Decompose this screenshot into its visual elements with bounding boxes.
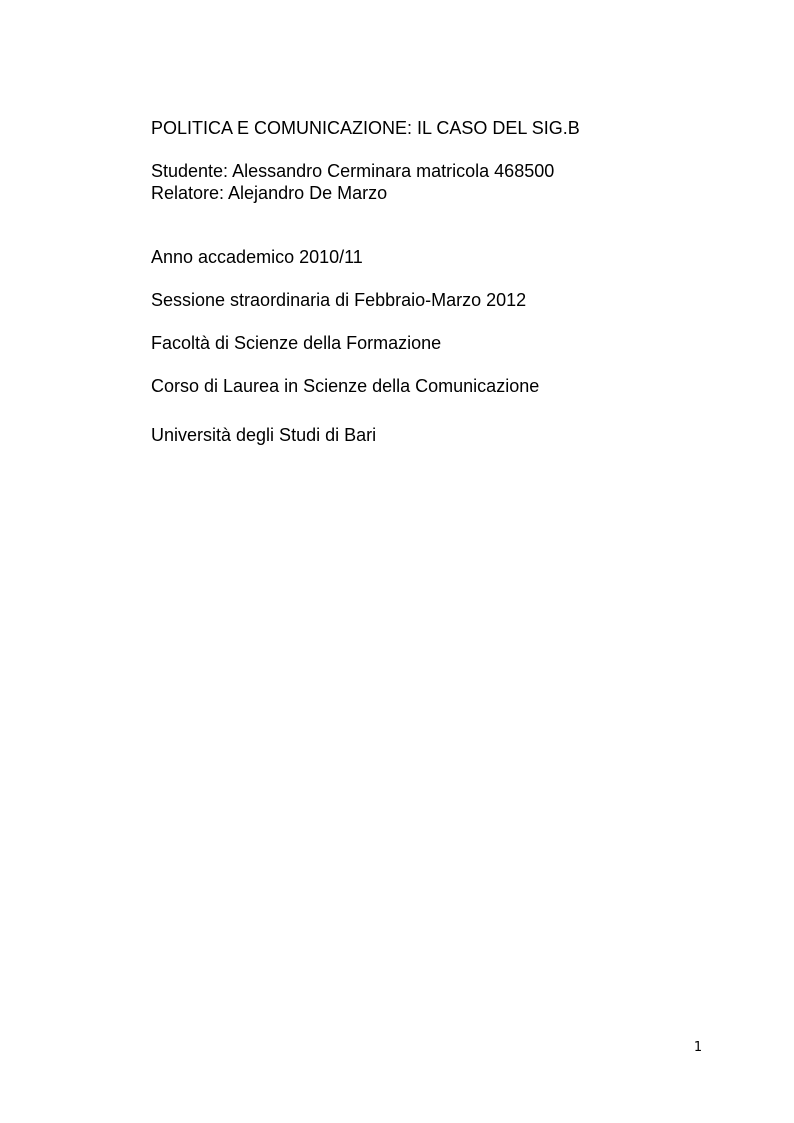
- degree-course-line: Corso di Laurea in Scienze della Comunicazione: [151, 376, 540, 396]
- supervisor-line: Relatore: Alejandro De Marzo: [151, 183, 388, 203]
- session-line: Sessione straordinaria di Febbraio-Marzo 2012: [151, 290, 527, 310]
- university-line: Università degli Studi di Bari: [151, 425, 377, 445]
- page-number: 1: [693, 1040, 703, 1055]
- faculty-line: Facoltà di Scienze della Formazione: [151, 333, 442, 353]
- thesis-title: POLITICA E COMUNICAZIONE: IL CASO DEL SIG.B: [151, 118, 580, 138]
- student-line: Studente: Alessandro Cerminara matricola 468500: [151, 161, 555, 181]
- academic-year-line: Anno accademico 2010/11: [151, 247, 363, 267]
